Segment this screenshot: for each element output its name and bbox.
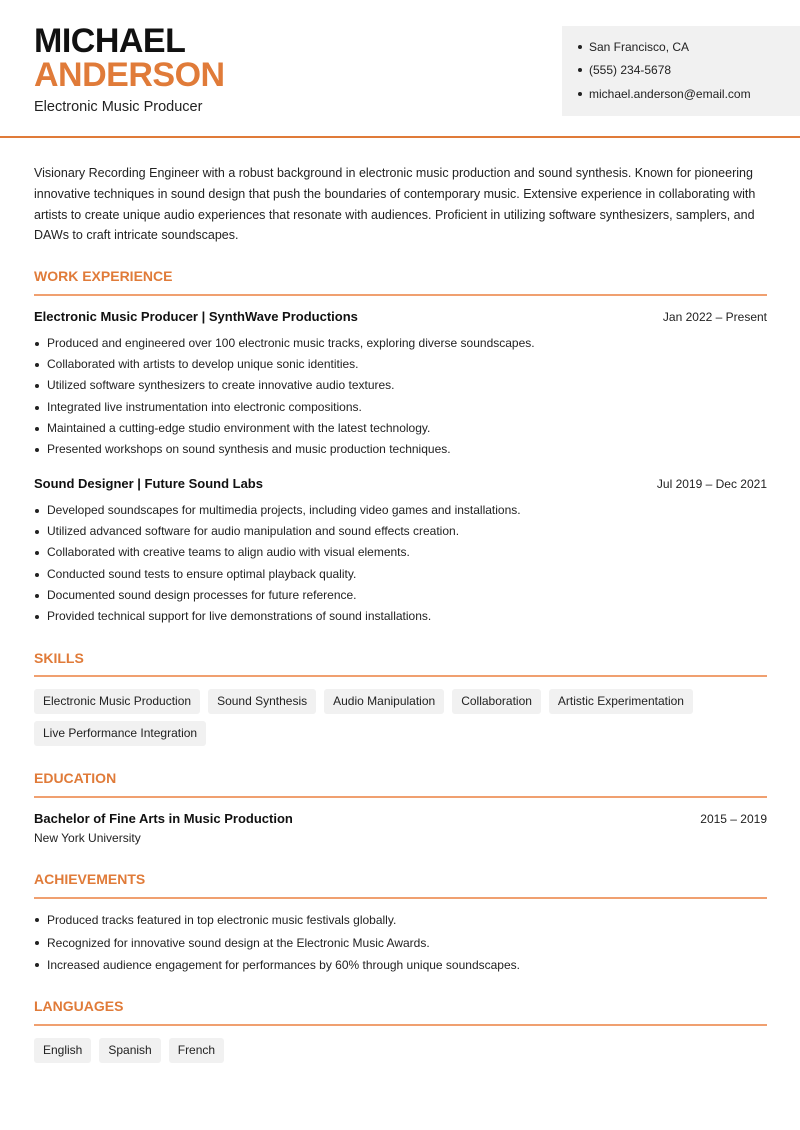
contact-phone (578, 63, 671, 77)
list-item: Maintained a cutting-edge studio environment with the latest technology. (34, 418, 769, 439)
phone-text: (555) 234-5678 (589, 63, 672, 77)
list-item: Recognized for innovative sound design at the Electronic Music Awards. (34, 932, 769, 955)
last-name: ANDERSON (34, 56, 225, 94)
list-item: Conducted sound tests to ensure optimal playback quality. (34, 564, 769, 585)
degree-title: Bachelor of Fine Arts in Music Production (34, 811, 293, 826)
skill-chip: Sound Synthesis (208, 689, 316, 714)
skill-chip: Collaboration (452, 689, 541, 714)
list-item: Produced tracks featured in top electronic music festivals globally. (34, 909, 769, 932)
language-chip: Spanish (99, 1038, 160, 1063)
section-divider (34, 897, 767, 899)
bullet-icon (578, 68, 582, 72)
list-item: Integrated live instrumentation into electronic compositions. (34, 397, 769, 418)
job-title-2: Sound Designer | Future Sound Labs (34, 476, 263, 491)
school-name: New York University (34, 831, 141, 845)
contact-email (578, 87, 751, 101)
job-dates-1: Jan 2022 – Present (662, 310, 767, 324)
contact-box (562, 26, 800, 116)
bullet-icon (578, 92, 582, 96)
job-bullets-1 (34, 333, 769, 460)
list-item: Presented workshops on sound synthesis and music production techniques. (34, 439, 769, 460)
skills-row-2 (34, 721, 206, 746)
languages-heading: LANGUAGES (34, 998, 124, 1014)
skill-chip: Artistic Experimentation (549, 689, 693, 714)
skill-chip: Electronic Music Production (34, 689, 200, 714)
skills-row-1 (34, 689, 693, 714)
section-divider (34, 796, 767, 798)
list-item: Collaborated with artists to develop unique sonic identities. (34, 354, 769, 375)
email-text: michael.anderson@email.com (589, 87, 751, 101)
first-name: MICHAEL (34, 22, 186, 60)
language-chip: French (169, 1038, 224, 1063)
list-item: Collaborated with creative teams to align audio with visual elements. (34, 542, 769, 563)
list-item: Increased audience engagement for performances by 60% through unique soundscapes. (34, 954, 769, 977)
work-experience-heading: WORK EXPERIENCE (34, 268, 173, 284)
education-heading: EDUCATION (34, 770, 117, 786)
section-divider (34, 675, 767, 677)
education-dates: 2015 – 2019 (700, 812, 767, 826)
summary-paragraph: Visionary Recording Engineer with a robust background in electronic music production and sound synthesis. Known for pioneering innovative techniques in sound design that push the boundaries of contemporary music. Extensive experience in collaborating with artists to create unique audio experiences that resonate with audiences. Proficient in utilizing software synthesizers, samplers, and DAWs to craft intricate soundscapes. (34, 166, 756, 243)
skills-heading: SKILLS (34, 650, 84, 666)
bullet-icon (578, 45, 582, 49)
job-dates-2: Jul 2019 – Dec 2021 (656, 477, 767, 491)
languages-row (34, 1038, 224, 1063)
section-divider (34, 1024, 767, 1026)
list-item: Utilized software synthesizers to create innovative audio textures. (34, 375, 769, 396)
achievements-list (34, 909, 769, 977)
language-chip: English (34, 1038, 91, 1063)
section-divider (34, 294, 767, 296)
list-item: Produced and engineered over 100 electronic music tracks, exploring diverse soundscapes. (34, 333, 769, 354)
skill-chip: Live Performance Integration (34, 721, 206, 746)
location-text: San Francisco, CA (589, 40, 690, 54)
contact-location (578, 40, 689, 54)
resume-header (0, 0, 800, 138)
list-item: Documented sound design processes for future reference. (34, 585, 769, 606)
job-title-1: Electronic Music Producer | SynthWave Productions (34, 309, 358, 324)
skill-chip: Audio Manipulation (324, 689, 444, 714)
job-bullets-2 (34, 500, 769, 627)
headline-title: Electronic Music Producer (34, 99, 203, 115)
list-item: Utilized advanced software for audio manipulation and sound effects creation. (34, 521, 769, 542)
list-item: Developed soundscapes for multimedia projects, including video games and installations. (34, 500, 769, 521)
achievements-heading: ACHIEVEMENTS (34, 871, 146, 887)
list-item: Provided technical support for live demonstrations of sound installations. (34, 606, 769, 627)
